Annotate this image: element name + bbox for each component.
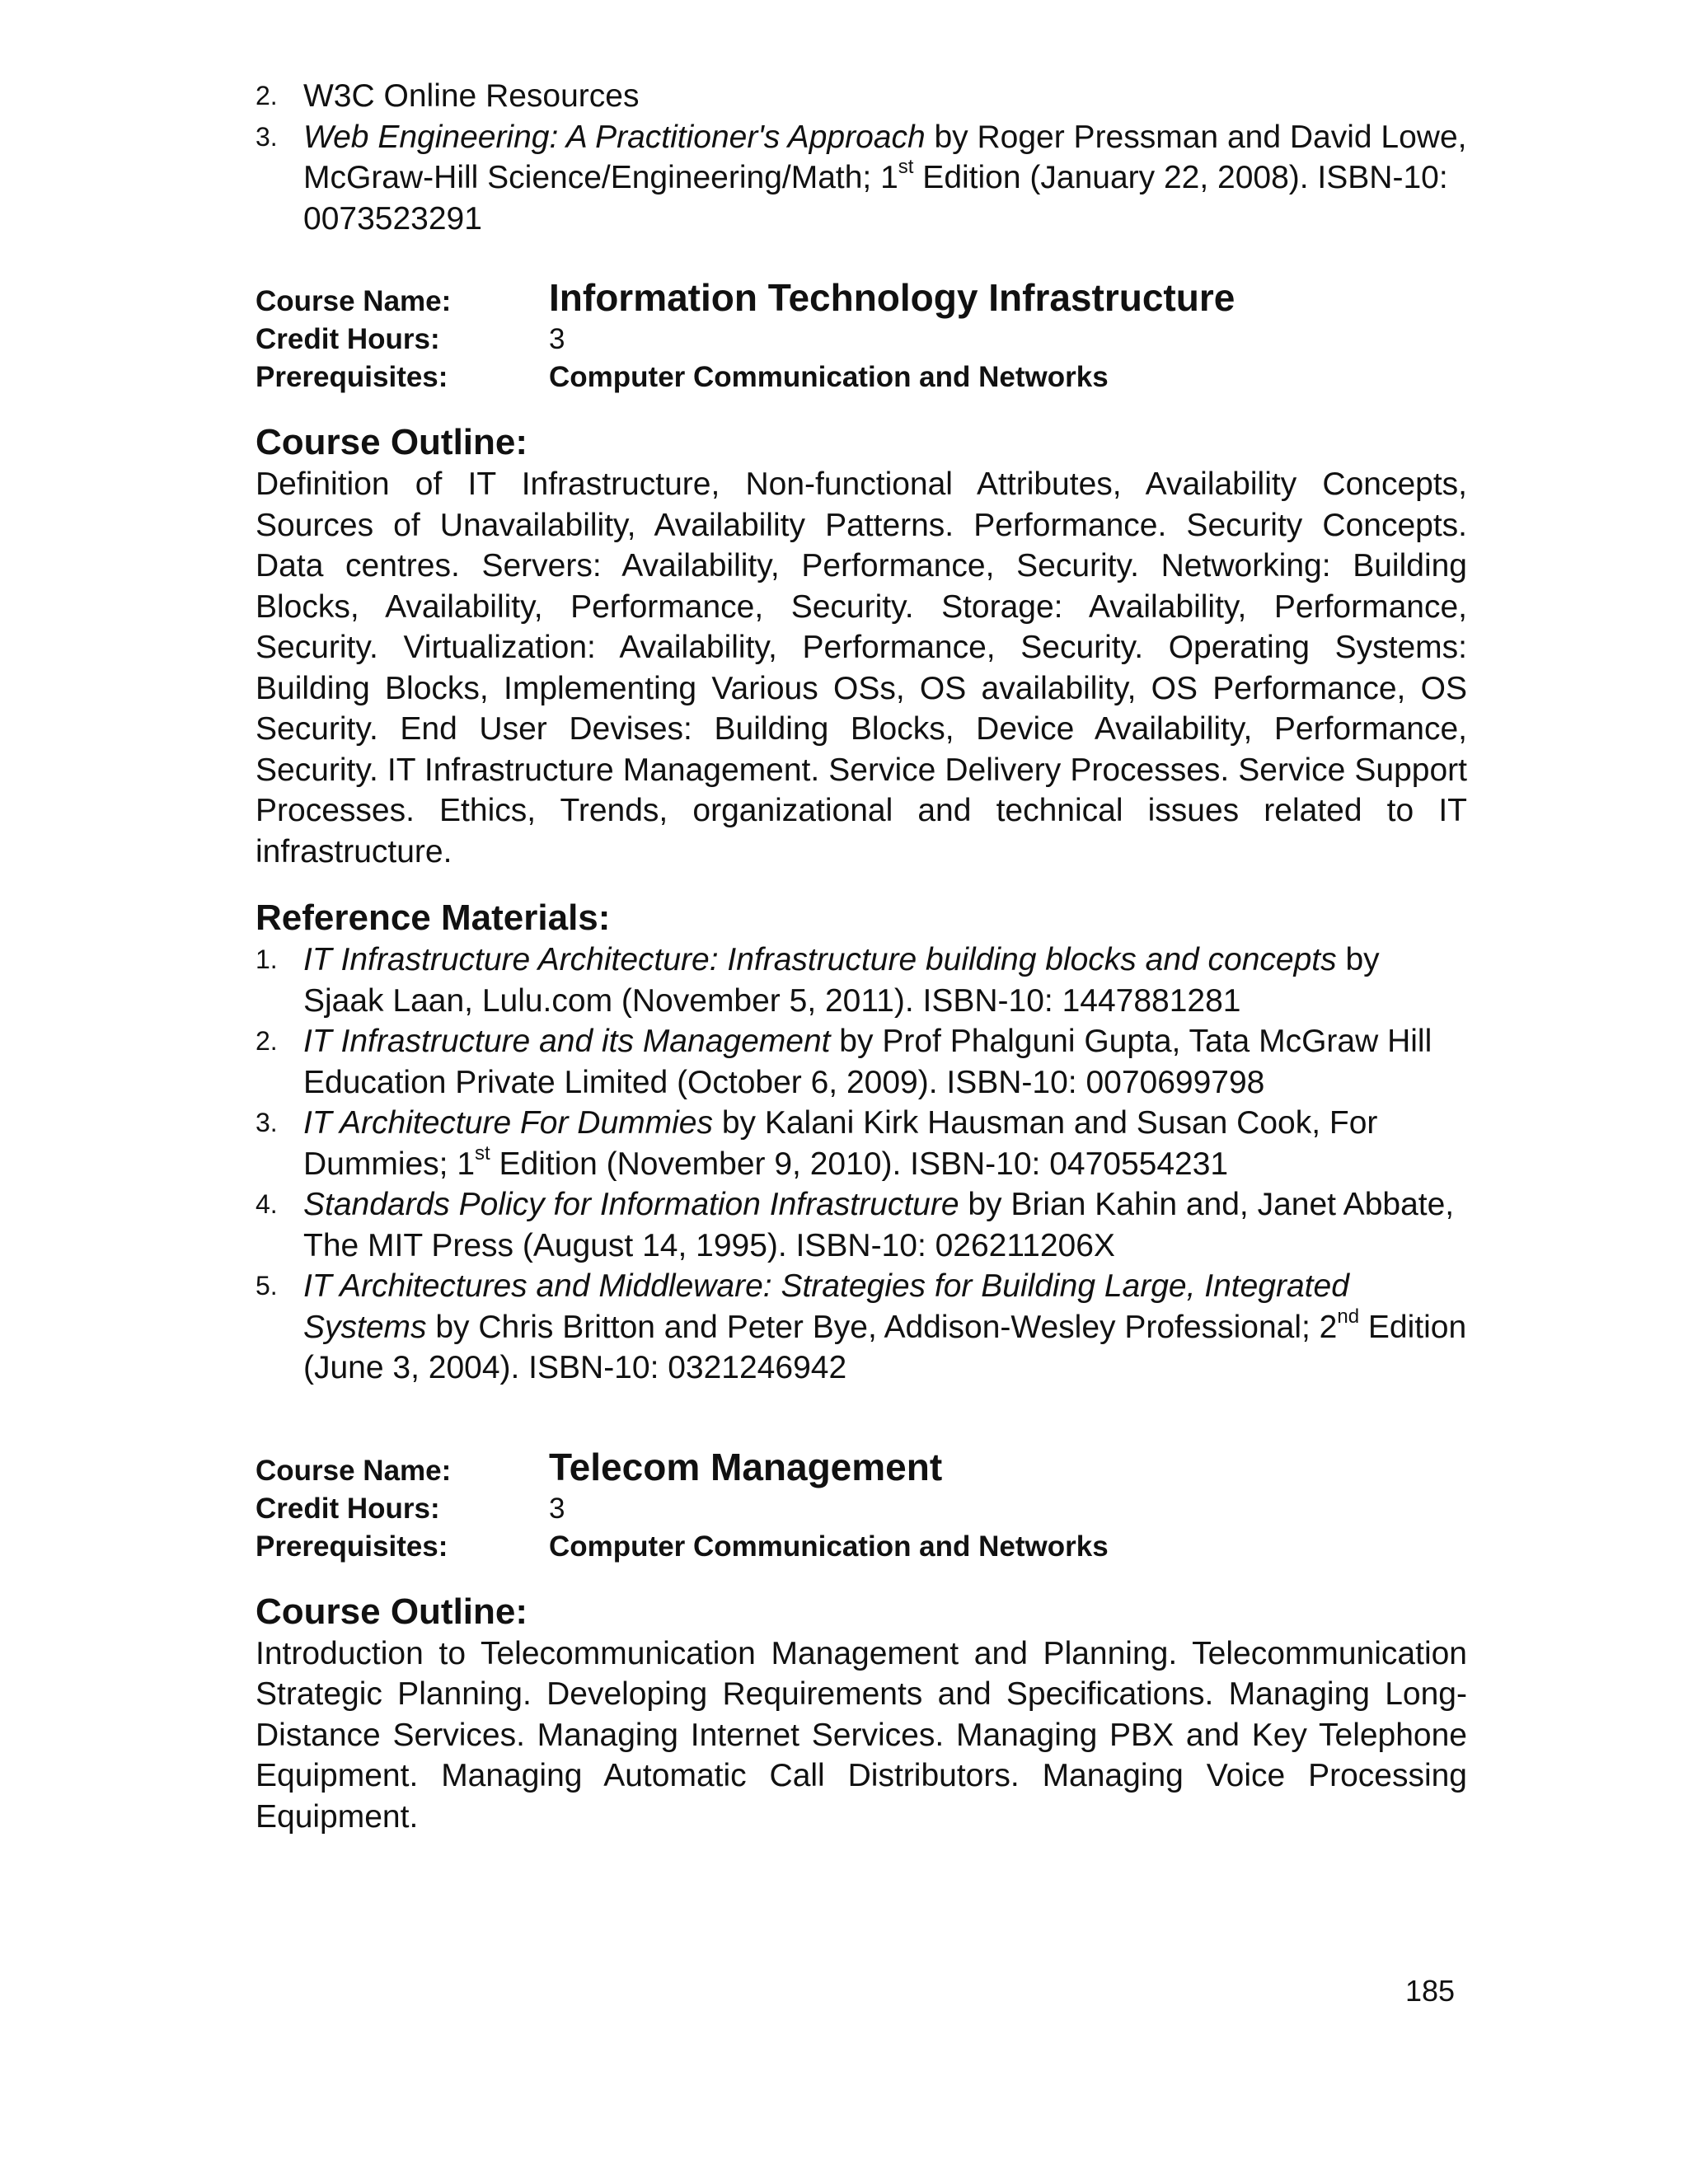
reference-text: by Brian Kahin and, Janet Abbate, The MIT Press (August 14, 1995). ISBN-10: 026211206X — [303, 1187, 1455, 1263]
course-outline-text: Introduction to Telecommunication Management and Planning. Telecommunication Strategic Planning. Developing Requirements and Specifications. Managing Long-Distance Services. Managing Internet Services. Managing PBX and Key Telephone Equipment. Managing Automatic Call Distributors. Managing Voice Processing Equipment. — [256, 1635, 1467, 1835]
prerequisites-label: Prerequisites: — [256, 361, 448, 393]
course-outline-heading: Course Outline: — [256, 422, 528, 462]
reference-text: by Chris Britton and Peter Bye, Addison-Wesley Professional; 2 — [426, 1309, 1338, 1345]
page-number: 185 — [1405, 1974, 1456, 2008]
superscript: nd — [1337, 1305, 1360, 1328]
reference-list — [256, 940, 1467, 1389]
reference-title: IT Infrastructure and its Management — [303, 1024, 831, 1059]
superscript: st — [475, 1141, 490, 1165]
list-number: 2. — [256, 81, 278, 110]
prerequisites-row — [256, 1528, 1467, 1566]
credit-hours-row — [256, 1490, 1467, 1528]
reference-title: IT Infrastructure Architecture: Infrastructure building blocks and concepts — [303, 942, 1337, 977]
list-number: 5. — [256, 1271, 278, 1301]
credit-hours-value: 3 — [549, 323, 565, 355]
prerequisites-value: Computer Communication and Networks — [549, 1530, 1109, 1563]
course-info-table — [256, 1445, 1467, 1566]
reference-title: IT Architectures and Middleware: Strategies for Building Large, Integrated Systems — [303, 1268, 1349, 1345]
list-item — [256, 1184, 1467, 1266]
credit-hours-row — [256, 321, 1467, 359]
prerequisites-value: Computer Communication and Networks — [549, 361, 1109, 393]
list-number: 3. — [256, 1108, 278, 1137]
reference-text: Edition (January 22, 2008). ISBN-10: 0073523291 — [303, 160, 1448, 237]
reference-materials-heading: Reference Materials: — [256, 898, 611, 938]
credit-hours-label: Credit Hours: — [256, 1492, 440, 1525]
prerequisites-row — [256, 359, 1467, 396]
document-page — [256, 76, 1467, 1837]
list-number: 1. — [256, 944, 278, 974]
list-item — [256, 117, 1467, 240]
course-info-table — [256, 276, 1467, 396]
course-name: Information Technology Infrastructure — [549, 276, 1236, 319]
reference-text: Edition (November 9, 2010). ISBN-10: 0470554231 — [490, 1146, 1229, 1182]
reference-text: W3C Online Resources — [303, 78, 640, 114]
course-outline-text: Definition of IT Infrastructure, Non-functional Attributes, Availability Concepts, Sources of Unavailability, Availability Patterns. Performance. Security Concepts. Data centres. Servers: Availability, Performance, Security. Networking: Building Blocks, Availability, Performance, Security. Storage: Availability, Performance, Security. Virtualization: Availability, Performance, Security. Operating Systems: Building Blocks, Implementing Various OSs, OS availability, OS Performance, OS Security. End User Devises: Building Blocks, Device Availability, Performance, Security. IT Infrastructure Management. Service Delivery Processes. Service Support Processes. Ethics, Trends, organizational and technical issues related to IT infrastructure. — [256, 466, 1467, 869]
reference-text: by Prof Phalguni Gupta, Tata McGraw Hill Education Private Limited (October 6, 2009). ISBN-10: 0070699798 — [303, 1024, 1432, 1100]
credit-hours-label: Credit Hours: — [256, 323, 440, 355]
list-item — [256, 1266, 1467, 1389]
course-name-row — [256, 1445, 1467, 1490]
list-number: 3. — [256, 121, 278, 152]
list-item — [256, 940, 1467, 1021]
reference-text: by Roger Pressman and David Lowe, McGraw-Hill Science/Engineering/Math; 1 — [303, 119, 1467, 195]
reference-title: Web Engineering: A Practitioner's Approach — [303, 119, 926, 155]
list-number: 2. — [256, 1026, 278, 1056]
reference-title: Standards Policy for Information Infrastructure — [303, 1187, 959, 1222]
prerequisites-label: Prerequisites: — [256, 1530, 448, 1563]
superscript: st — [898, 156, 914, 178]
list-number: 4. — [256, 1189, 278, 1219]
course-name-label: Course Name: — [256, 285, 452, 317]
list-item — [256, 1103, 1467, 1184]
credit-hours-value: 3 — [549, 1492, 565, 1525]
course-name: Telecom Management — [549, 1445, 943, 1488]
list-item — [256, 76, 1467, 117]
course-outline-heading: Course Outline: — [256, 1591, 528, 1632]
reference-title: IT Architecture For Dummies — [303, 1105, 713, 1141]
reference-text: by Kalani Kirk Hausman and Susan Cook, For Dummies; 1 — [303, 1105, 1378, 1182]
reference-text: Edition (June 3, 2004). ISBN-10: 0321246942 — [303, 1309, 1467, 1385]
course-name-row — [256, 276, 1467, 321]
reference-text: by Sjaak Laan, Lulu.com (November 5, 2011). ISBN-10: 1447881281 — [303, 942, 1380, 1019]
previous-reference-list — [256, 76, 1467, 239]
course-name-label: Course Name: — [256, 1454, 452, 1487]
list-item — [256, 1021, 1467, 1103]
